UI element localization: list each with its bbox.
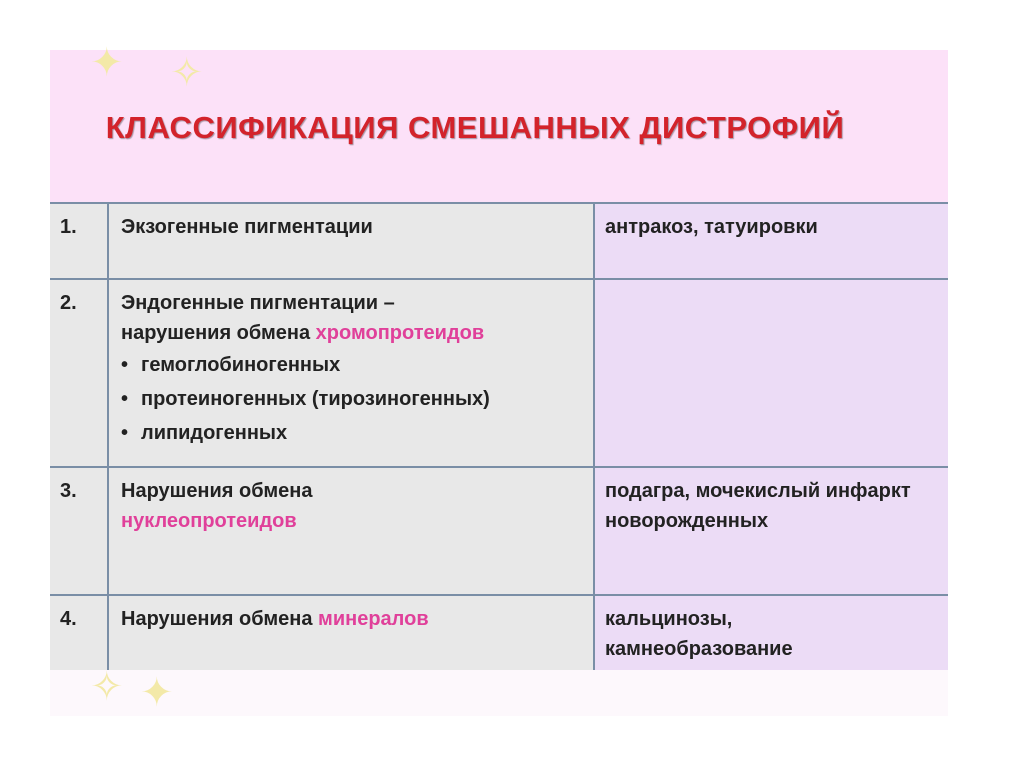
row-description [108, 595, 594, 673]
slide [50, 41, 948, 716]
row-description-text: Нарушения обмена [121, 608, 319, 630]
classification-table [50, 202, 948, 674]
row-example: подагра, мочекислый инфаркт новорожденных [594, 467, 948, 595]
row-description-highlight: минералов [318, 608, 429, 630]
sparkle-decoration: ✧ [170, 51, 204, 95]
row-description-text: нарушения обмена [121, 322, 316, 344]
row-number: 3. [50, 467, 108, 595]
bullet-icon: • [121, 422, 129, 444]
row-description-text: Нарушения обмена [121, 480, 313, 502]
slide-footer [50, 665, 948, 716]
row-description-line2 [121, 318, 583, 348]
row-description-highlight: нуклеопротеидов [121, 510, 297, 532]
list-item [121, 382, 583, 416]
slide-header [50, 41, 948, 202]
list-item [121, 348, 583, 382]
sparkle-decoration: ✦ [90, 41, 124, 85]
table-row [50, 595, 948, 673]
row-number: 1. [50, 203, 108, 279]
list-item-label: гемоглобиногенных [141, 354, 341, 376]
row-number: 2. [50, 279, 108, 467]
row-number: 4. [50, 595, 108, 673]
sparkle-decoration: ✦ [140, 671, 174, 715]
row-description [108, 467, 594, 595]
list-item [121, 416, 583, 450]
list-item-label: липидогенных [141, 422, 288, 444]
row-description [108, 279, 594, 467]
row-example: кальцинозы, камнеобразование [594, 595, 948, 673]
bullet-icon: • [121, 354, 129, 376]
row-example [594, 279, 948, 467]
table-row [50, 203, 948, 279]
slide-title: КЛАССИФИКАЦИЯ СМЕШАННЫХ ДИСТРОФИЙ [105, 110, 845, 145]
row-description-highlight: хромопротеидов [315, 322, 485, 344]
table-row [50, 467, 948, 595]
sparkle-decoration: ✧ [90, 665, 124, 709]
list-item-label: протеиногенных (тирозиногенных) [141, 388, 490, 410]
subtype-list [121, 348, 583, 450]
row-description-line1: Эндогенные пигментации – [121, 292, 395, 314]
bullet-icon: • [121, 388, 129, 410]
row-example: антракоз, татуировки [594, 203, 948, 279]
table-row [50, 279, 948, 467]
row-description: Экзогенные пигментации [108, 203, 594, 279]
